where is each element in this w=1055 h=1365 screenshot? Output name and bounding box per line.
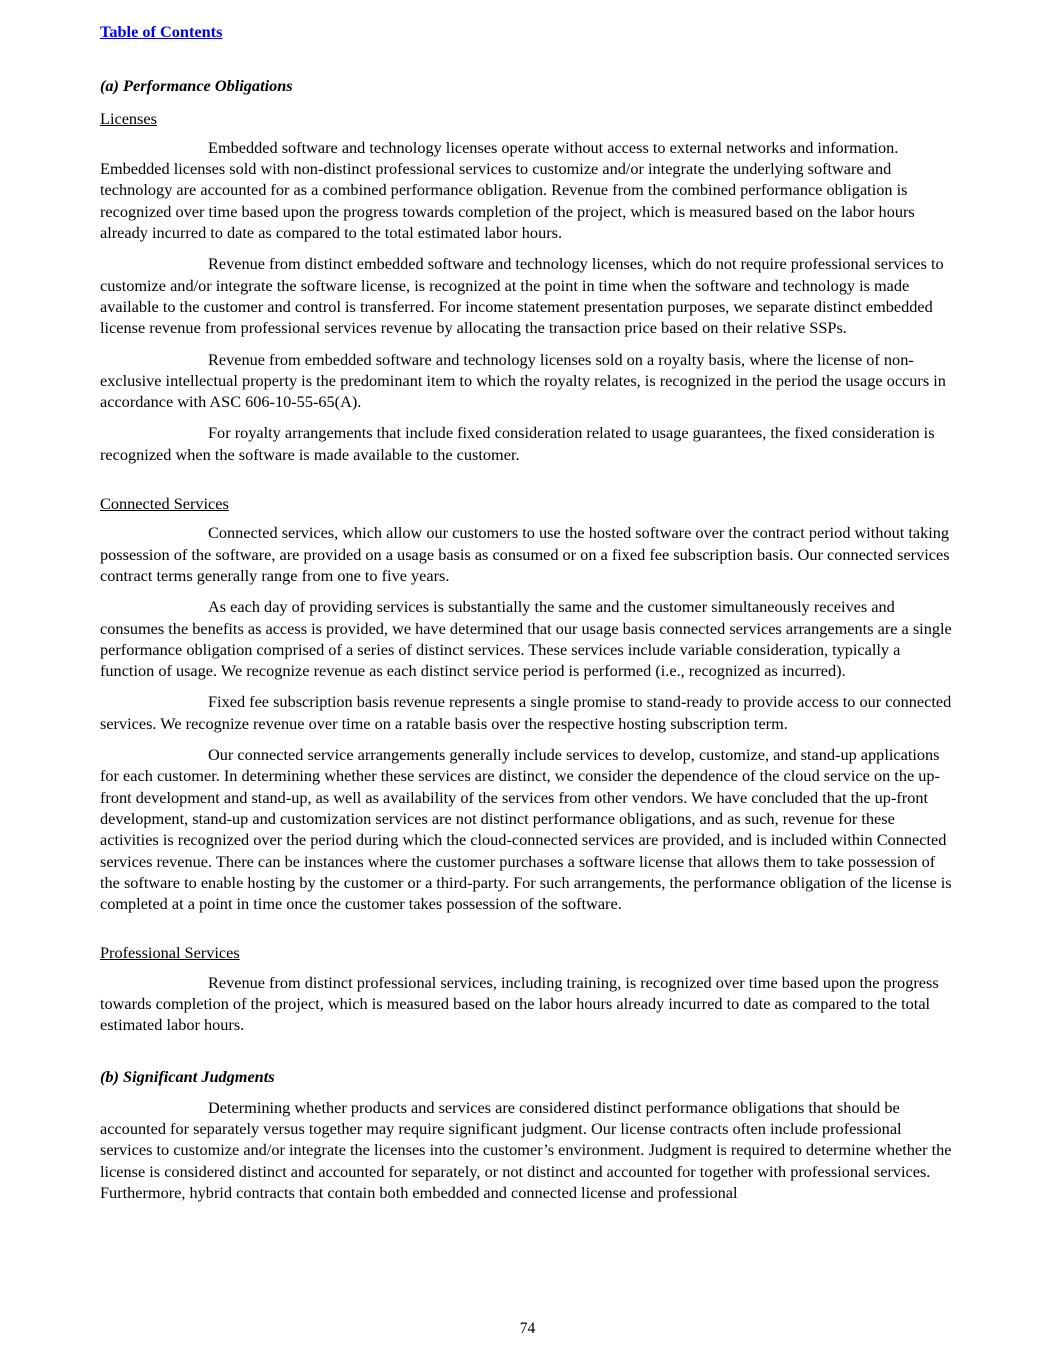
licenses-paragraph-2: Revenue from distinct embedded software and technology licenses, which do not require professional services to customize and/or integrate the software license, is recognized at the point in time when the software and technology is made available to the customer and control is transferred. For income statement presentation purposes, we separate distinct embedded license revenue from professional services revenue by allocating the transaction price based on their relative SSPs.	[100, 254, 944, 338]
licenses-heading: Licenses	[100, 108, 157, 128]
connected-services-paragraph-1: Connected services, which allow our customers to use the hosted software over the contract period without taking possession of the software, are provided on a usage basis as consumed or on a fixed fee subscription basis. Our connected services contract terms generally range from one to five years.	[100, 523, 950, 585]
section-b-heading: (b) Significant Judgments	[100, 1066, 275, 1086]
connected-services-paragraph-2: As each day of providing services is substantially the same and the customer simultaneously receives and consumes the benefits as access is provided, we have determined that our usage basis connected services arrangements are a single performance obligation comprised of a series of distinct services. These services include variable consideration, typically a function of usage. We recognize revenue as each distinct service period is performed (i.e., recognized as incurred).	[100, 597, 952, 681]
significant-judgments-paragraph-1: Determining whether products and services are considered distinct performance obligations that should be accounted for separately versus together may require significant judgment. Our license contracts often include professional services to customize and/or integrate the licenses into the customer’s environment. Judgment is required to determine whether the license is considered distinct and accounted for separately, or not distinct and accounted for together with professional services. Furthermore, hybrid contracts that contain both embedded and connected license and professional	[100, 1097, 952, 1203]
licenses-paragraph-4: For royalty arrangements that include fixed consideration related to usage guarantees, the fixed consideration is recognized when the software is made available to the customer.	[100, 423, 935, 464]
page-number: 74	[519, 1320, 536, 1337]
connected-services-paragraph-3: Fixed fee subscription basis revenue represents a single promise to stand-ready to provide access to our connected services. We recognize revenue over time on a ratable basis over the respective hosting subscription term.	[100, 692, 952, 733]
licenses-paragraph-3: Revenue from embedded software and technology licenses sold on a royalty basis, where the license of non-exclusive intellectual property is the predominant item to which the royalty relates, is recognized in the period the usage occurs in accordance with ASC 606-10-55-65(A).	[100, 349, 946, 412]
table-of-contents-link[interactable]: Table of Contents	[100, 22, 223, 41]
licenses-paragraph-1: Embedded software and technology licenses operate without access to external networks and information. Embedded licenses sold with non-distinct professional services to customize and/or integrate the underlying software and technology are accounted for as a combined performance obligation. Revenue from the combined performance obligation is recognized over time based upon the progress towards completion of the project, which is measured based on the labor hours already incurred to date as compared to the total estimated labor hours.	[100, 137, 915, 243]
connected-services-heading: Connected Services	[100, 494, 229, 514]
professional-services-paragraph-1: Revenue from distinct professional services, including training, is recognized over time based upon the progress towards completion of the project, which is measured based on the labor hours already incurred to date as compared to the total estimated labor hours.	[100, 972, 939, 1035]
section-a-heading: (a) Performance Obligations	[100, 76, 293, 96]
professional-services-heading: Professional Services	[100, 943, 240, 963]
connected-services-paragraph-4: Our connected service arrangements generally include services to develop, customize, and stand-up applications for each customer. In determining whether these services are distinct, we consider the dependence of the cloud service on the up-front development and stand-up, as well as availability of the services from other vendors. We have concluded that the up-front development, stand-up and customization services are not distinct performance obligations, and as such, revenue for these activities is recognized over the period during which the cloud-connected services are provided, and is included within Connected services revenue. There can be instances where the customer purchases a software license that allows them to take possession of the software to enable hosting by the customer or a third-party. For such arrangements, the performance obligation of the license is completed at a point in time once the customer takes possession of the software.	[100, 745, 952, 914]
